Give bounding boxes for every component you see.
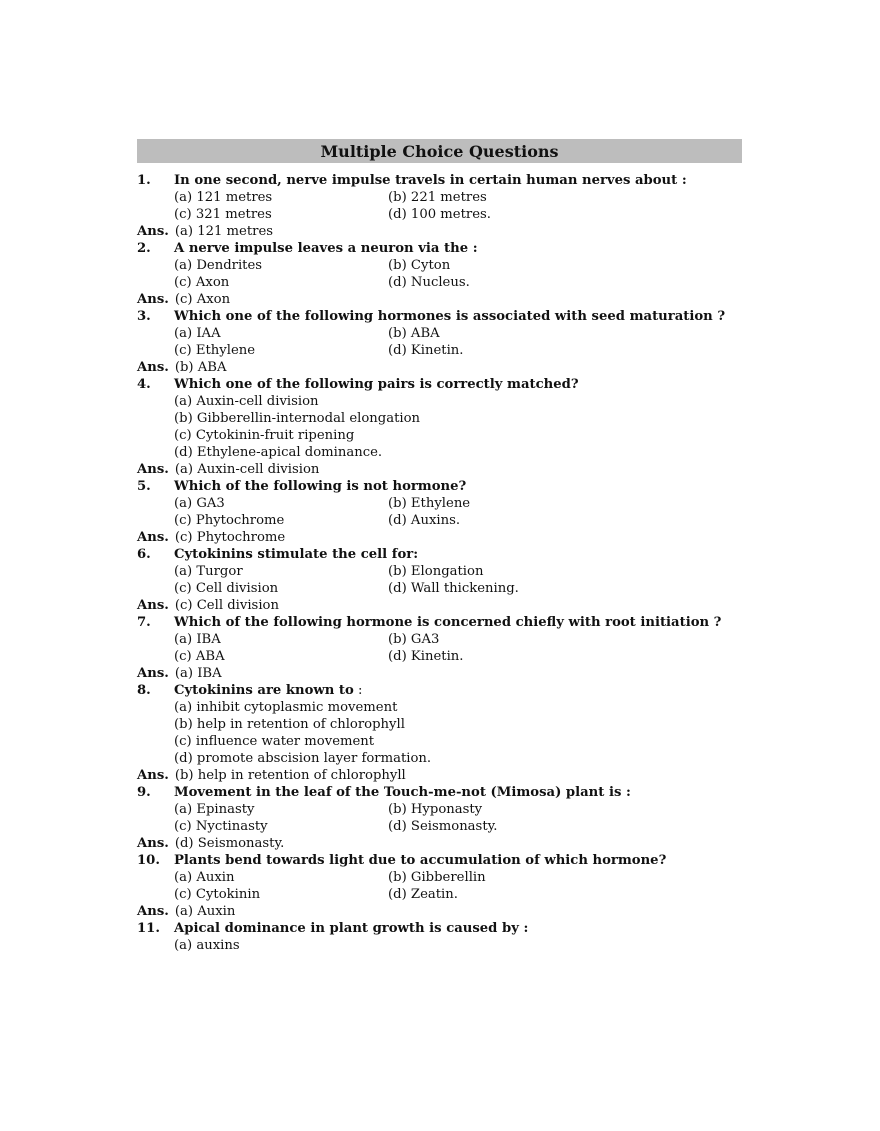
option-a: (a) inhibit cytoplasmic movement xyxy=(174,700,398,715)
option-c: (c) Cell division xyxy=(174,581,279,596)
question-text: In one second, nerve impulse travels in certain human nerves about : xyxy=(174,173,687,188)
answer-label: Ans. xyxy=(137,666,169,681)
question-text: Apical dominance in plant growth is caused by : xyxy=(174,921,529,936)
question-text: Cytokinins stimulate the cell for: xyxy=(174,547,419,562)
option-b: (b) ABA xyxy=(388,326,440,341)
question-9 xyxy=(137,784,742,801)
answer-label: Ans. xyxy=(137,768,169,783)
option-row xyxy=(137,257,742,274)
option-b: (b) Ethylene xyxy=(388,496,471,511)
option-d: (d) Zeatin. xyxy=(388,887,458,902)
option-a: (a) Auxin-cell division xyxy=(174,394,319,409)
option-d: (d) promote abscision layer formation. xyxy=(174,751,432,766)
answer-7 xyxy=(137,665,742,682)
option-d: (d) 100 metres. xyxy=(388,207,491,222)
question-number: 6. xyxy=(137,547,151,562)
answer-10 xyxy=(137,903,742,920)
option-c: (c) 321 metres xyxy=(174,207,272,222)
option-a: (a) Turgor xyxy=(174,564,243,579)
option-b: (b) Cyton xyxy=(388,258,451,273)
option-a: (a) Epinasty xyxy=(174,802,255,817)
question-number: 11. xyxy=(137,921,160,936)
option-c: (c) Cytokinin xyxy=(174,887,261,902)
answer-4 xyxy=(137,461,742,478)
option-row xyxy=(137,274,742,291)
answer-text: (d) Seismonasty. xyxy=(174,836,285,851)
question-number: 4. xyxy=(137,377,151,392)
answer-text: (c) Cell division xyxy=(174,598,279,613)
option-row xyxy=(137,818,742,835)
option-b: (b) GA3 xyxy=(388,632,440,647)
option-b: (b) help in retention of chlorophyll xyxy=(174,717,405,732)
question-text: Movement in the leaf of the Touch-me-not (Mimosa) plant is : xyxy=(174,785,631,800)
option-b: (b) Gibberellin-internodal elongation xyxy=(174,411,421,426)
option-c: (c) Cytokinin-fruit ripening xyxy=(174,428,355,443)
question-11 xyxy=(137,920,742,937)
option-row xyxy=(137,631,742,648)
question-1 xyxy=(137,172,742,189)
page-title-banner xyxy=(137,139,742,163)
answer-label: Ans. xyxy=(137,904,169,919)
question-7 xyxy=(137,614,742,631)
answer-5 xyxy=(137,529,742,546)
question-2 xyxy=(137,240,742,257)
question-text: Which one of the following hormones is associated with seed maturation ? xyxy=(174,309,726,324)
answer-label: Ans. xyxy=(137,462,169,477)
answer-label: Ans. xyxy=(137,598,169,613)
option-a: (a) IBA xyxy=(174,632,221,647)
question-list xyxy=(137,172,742,954)
question-8 xyxy=(137,682,742,699)
answer-text: (a) 121 metres xyxy=(174,224,274,239)
answer-text: (c) Phytochrome xyxy=(174,530,286,545)
answer-label: Ans. xyxy=(137,836,169,851)
question-text-suffix: : xyxy=(353,683,363,698)
question-number: 3. xyxy=(137,309,151,324)
option-c: (c) Nyctinasty xyxy=(174,819,268,834)
answer-label: Ans. xyxy=(137,292,169,307)
option-row xyxy=(137,580,742,597)
option-d: (d) Nucleus. xyxy=(388,275,470,290)
option-row xyxy=(137,648,742,665)
question-5 xyxy=(137,478,742,495)
question-text: Cytokinins are known to xyxy=(174,683,354,698)
question-text: Which one of the following pairs is correctly matched? xyxy=(174,377,579,392)
option-d: (d) Auxins. xyxy=(388,513,461,528)
option-a: (a) auxins xyxy=(174,938,240,953)
option-a: (a) IAA xyxy=(174,326,221,341)
question-6 xyxy=(137,546,742,563)
option-row xyxy=(137,869,742,886)
question-3 xyxy=(137,308,742,325)
option-a: (a) Auxin xyxy=(174,870,235,885)
question-text: Plants bend towards light due to accumulation of which hormone? xyxy=(174,853,667,868)
option-c: (c) Axon xyxy=(174,275,230,290)
option-b: (b) Elongation xyxy=(388,564,484,579)
question-number: 9. xyxy=(137,785,151,800)
question-number: 2. xyxy=(137,241,151,256)
answer-1 xyxy=(137,223,742,240)
option-c: (c) Ethylene xyxy=(174,343,256,358)
option-a: (a) Dendrites xyxy=(174,258,263,273)
option-d: (d) Seismonasty. xyxy=(388,819,498,834)
option-row xyxy=(137,886,742,903)
answer-text: (c) Axon xyxy=(174,292,231,307)
option-d: (d) Kinetin. xyxy=(388,649,464,664)
answer-text: (b) help in retention of chlorophyll xyxy=(174,768,406,783)
option-b: (b) Gibberellin xyxy=(388,870,486,885)
option-row xyxy=(137,189,742,206)
question-number: 5. xyxy=(137,479,151,494)
option-c: (c) influence water movement xyxy=(174,734,375,749)
question-number: 8. xyxy=(137,683,151,698)
answer-9 xyxy=(137,835,742,852)
option-d: (d) Kinetin. xyxy=(388,343,464,358)
answer-label: Ans. xyxy=(137,224,169,239)
option-b: (b) 221 metres xyxy=(388,190,487,205)
option-row xyxy=(137,495,742,512)
answer-text: (b) ABA xyxy=(174,360,227,375)
option-row xyxy=(137,801,742,818)
option-row xyxy=(137,206,742,223)
answer-8 xyxy=(137,767,742,784)
option-row xyxy=(137,342,742,359)
answer-6 xyxy=(137,597,742,614)
question-text: Which of the following is not hormone? xyxy=(174,479,467,494)
answer-label: Ans. xyxy=(137,360,169,375)
option-a: (a) 121 metres xyxy=(174,190,273,205)
answer-2 xyxy=(137,291,742,308)
question-number: 1. xyxy=(137,173,151,188)
option-d: (d) Ethylene-apical dominance. xyxy=(174,445,383,460)
option-c: (c) ABA xyxy=(174,649,225,664)
option-row xyxy=(137,563,742,580)
answer-text: (a) Auxin-cell division xyxy=(174,462,320,477)
option-b: (b) Hyponasty xyxy=(388,802,483,817)
question-10 xyxy=(137,852,742,869)
question-number: 10. xyxy=(137,853,160,868)
answer-text: (a) Auxin xyxy=(174,904,236,919)
question-text: Which of the following hormone is concerned chiefly with root initiation ? xyxy=(174,615,722,630)
question-4 xyxy=(137,376,742,393)
option-c: (c) Phytochrome xyxy=(174,513,285,528)
option-d: (d) Wall thickening. xyxy=(388,581,519,596)
question-number: 7. xyxy=(137,615,151,630)
option-row xyxy=(137,325,742,342)
page-title: Multiple Choice Questions xyxy=(320,141,559,161)
option-a: (a) GA3 xyxy=(174,496,225,511)
answer-text: (a) IBA xyxy=(174,666,222,681)
answer-3 xyxy=(137,359,742,376)
answer-label: Ans. xyxy=(137,530,169,545)
option-row xyxy=(137,512,742,529)
question-text: A nerve impulse leaves a neuron via the : xyxy=(174,241,478,256)
